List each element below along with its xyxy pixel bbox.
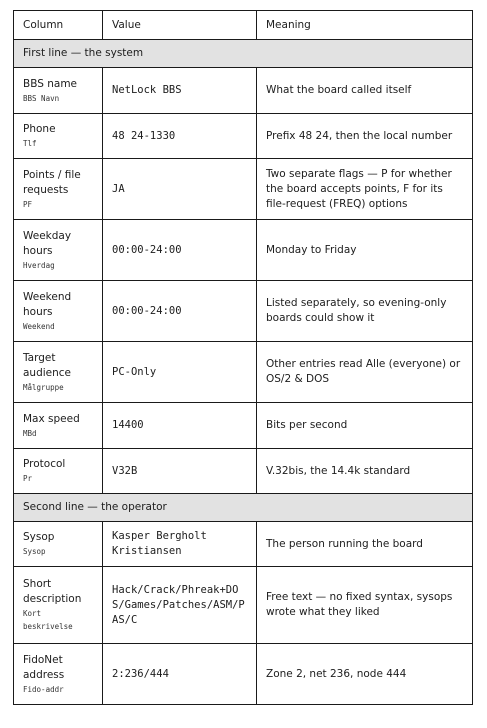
field-label: Max speed <box>23 412 80 425</box>
field-cell <box>14 449 103 494</box>
field-cell <box>14 159 103 220</box>
bbs-fields-table <box>13 10 473 705</box>
table-row <box>14 644 473 705</box>
field-meaning: Two separate flags — P for whether the board accepts points, F for its file-request (FREQ) options <box>257 159 473 220</box>
field-value: 14400 <box>103 403 257 449</box>
field-label: Sysop <box>23 531 55 543</box>
field-meaning: Prefix 48 24, then the local number <box>257 114 473 159</box>
field-label: Weekend hours <box>23 290 72 318</box>
section-title-second-line: Second line — the operator <box>14 494 473 522</box>
field-meaning: Zone 2, net 236, node 444 <box>257 644 473 705</box>
field-cell <box>14 68 103 114</box>
field-label: Weekday hours <box>23 229 72 257</box>
field-value: 00:00-24:00 <box>103 220 257 281</box>
field-value: 2:236/444 <box>103 644 257 705</box>
table-row <box>14 281 473 342</box>
field-original-label: Weekend <box>23 321 55 331</box>
section-row-first-line <box>14 40 473 68</box>
field-original-label: Sysop <box>23 547 46 556</box>
field-meaning: Bits per second <box>257 403 473 449</box>
section-title-first-line: First line — the system <box>14 40 473 68</box>
field-label: Short description <box>23 578 82 605</box>
field-label: Phone <box>23 123 56 135</box>
field-meaning: Monday to Friday <box>257 220 473 281</box>
field-meaning: What the board called itself <box>257 68 473 114</box>
field-value: V32B <box>103 449 257 494</box>
field-value: PC-Only <box>103 342 257 403</box>
field-value: 00:00-24:00 <box>103 281 257 342</box>
field-original-label: Målgruppe <box>23 382 64 392</box>
field-label: Points / file requests <box>23 168 81 196</box>
field-label: FidoNet address <box>23 653 65 681</box>
field-cell <box>14 567 103 644</box>
table-row <box>14 68 473 114</box>
field-label: Target audience <box>23 351 72 379</box>
field-cell <box>14 403 103 449</box>
field-cell <box>14 114 103 159</box>
field-original-label: Pr <box>23 474 33 483</box>
field-original-label: PF <box>23 199 33 209</box>
field-original-label: Hverdag <box>23 260 55 270</box>
header-column: Column <box>14 11 103 40</box>
table-row <box>14 342 473 403</box>
table-row <box>14 220 473 281</box>
field-value: Kasper Bergholt Kristiansen <box>103 522 257 567</box>
field-meaning: The person running the board <box>257 522 473 567</box>
table-row <box>14 403 473 449</box>
table-row <box>14 114 473 159</box>
field-label: Protocol <box>23 458 66 470</box>
field-original-label: Fido-addr <box>23 684 64 694</box>
field-cell <box>14 644 103 705</box>
section-row-second-line <box>14 494 473 522</box>
field-meaning: Listed separately, so evening-only boards could show it <box>257 281 473 342</box>
table-row <box>14 159 473 220</box>
field-original-label: Tlf <box>23 139 37 148</box>
field-cell <box>14 342 103 403</box>
table-row <box>14 522 473 567</box>
header-row <box>14 11 473 40</box>
field-value: 48 24-1330 <box>103 114 257 159</box>
field-original-label: BBS Navn <box>23 93 60 103</box>
field-value: Hack/Crack/Phreak+DOS/Games/Patches/ASM/PAS/C <box>103 567 257 644</box>
table-row <box>14 567 473 644</box>
field-value: JA <box>103 159 257 220</box>
field-cell <box>14 522 103 567</box>
header-meaning: Meaning <box>257 11 473 40</box>
field-original-label: Kort beskrivelse <box>23 609 73 631</box>
header-value: Value <box>103 11 257 40</box>
field-original-label: MBd <box>23 428 37 438</box>
table-row <box>14 449 473 494</box>
field-cell <box>14 281 103 342</box>
field-value: NetLock BBS <box>103 68 257 114</box>
field-cell <box>14 220 103 281</box>
field-meaning: Other entries read Alle (everyone) or OS/2 & DOS <box>257 342 473 403</box>
field-label: BBS name <box>23 77 78 90</box>
field-meaning: V.32bis, the 14.4k standard <box>257 449 473 494</box>
field-meaning: Free text — no fixed syntax, sysops wrote what they liked <box>257 567 473 644</box>
